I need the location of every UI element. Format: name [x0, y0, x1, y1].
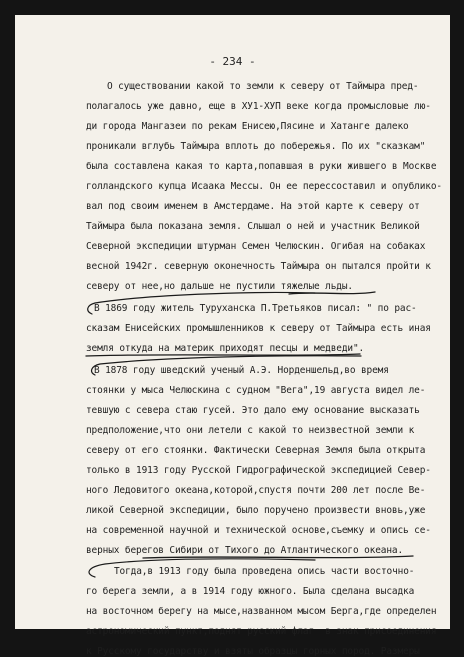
text-line: сказам Енисейских промышленников к северу от Таймыра есть иная [86, 323, 431, 334]
text-line: Тогда,в 1913 году была проведена опись части восточно- [114, 566, 415, 577]
text-line: северу от нее,но дальше не пустили тяжелые льды. [86, 281, 353, 292]
text-line: ликой Северной экспедиции, было поручено произвести вновь,уже [86, 505, 426, 516]
text-line: верных берегов Сибири от Тихого до Атлантического океана. [86, 545, 404, 556]
text-line: Северной экспедиции штурман Семен Челюскин. Огибая на собаках [86, 241, 426, 252]
text-line: земля откуда на материк приходят песцы и медведи". [86, 343, 365, 354]
text-line: на восточном берегу на мысе,названном мысом Берга,где определен [86, 606, 437, 617]
underline-mark [143, 556, 413, 558]
text-line: тевшую с севера стаю гусей. Это дало ему основание высказать [86, 405, 420, 416]
text-line: стоянки у мыса Челюскина с судном "Вега",19 августа видел ле- [86, 385, 426, 396]
text-line: к Русскому государству и взяты образцы горных пород. Размеры [86, 646, 420, 657]
text-line: полагалось уже давно, еще в ХУ1-ХУП веке когда промысловые лю- [86, 101, 431, 112]
text-line: проникали вглубь Таймыра вплоть до побережья. По их "сказкам" [86, 141, 426, 152]
paragraph-arc-mark [92, 356, 361, 375]
text-line: астрономический пункт,поднят русский флаг в знак присоединения [86, 626, 437, 637]
document-page [15, 15, 450, 657]
text-line: го берега земли, а в 1914 году южного. Была сделана высадка [86, 586, 415, 597]
text-line: предположение,что они летели с какой то неизвестной земли к [86, 425, 415, 436]
text-line: ного Ледовитого океана,которой,спустя почти 200 лет после Ве- [86, 485, 426, 496]
text-line: В 1869 году житель Туруханска П.Третьяков писал: " по рас- [94, 303, 417, 314]
text-line: северу от его стоянки. Фактически Северная Земля была открыта [86, 445, 426, 456]
text-line: только в 1913 году Русской Гидрографической экспедицией Север- [86, 465, 431, 476]
text-line: голландского купца Исаака Мессы. Он ее перессоставил и опублико- [86, 181, 442, 192]
text-line: весной 1942г. северную оконечность Таймыра он пытался пройти к [86, 261, 431, 272]
text-line: была составлена какая то карта,попавшая в руки жившего в Москве [86, 161, 437, 172]
text-line: вал под своим именем в Амстердаме. На этой карте к северу от [86, 201, 420, 212]
text-line: О существовании какой то земли к северу от Таймыра пред- [107, 81, 419, 92]
paragraph-arc-mark [88, 292, 315, 314]
page-number: - 234 - [209, 55, 256, 68]
text-line: ди города Мангазеи по рекам Енисею,Пясине и Хатанге далеко [86, 121, 409, 132]
text-line: В 1878 году шведский ученый А.Э. Норденшельд,во время [94, 365, 389, 376]
text-line: на современной научной и технической основе,съемку и опись се- [86, 525, 431, 536]
handwritten-annotations [15, 15, 450, 629]
text-line: Таймыра была показана земля. Слышал о ней и участник Великой [86, 221, 420, 232]
paragraph-arc-mark [89, 559, 315, 577]
